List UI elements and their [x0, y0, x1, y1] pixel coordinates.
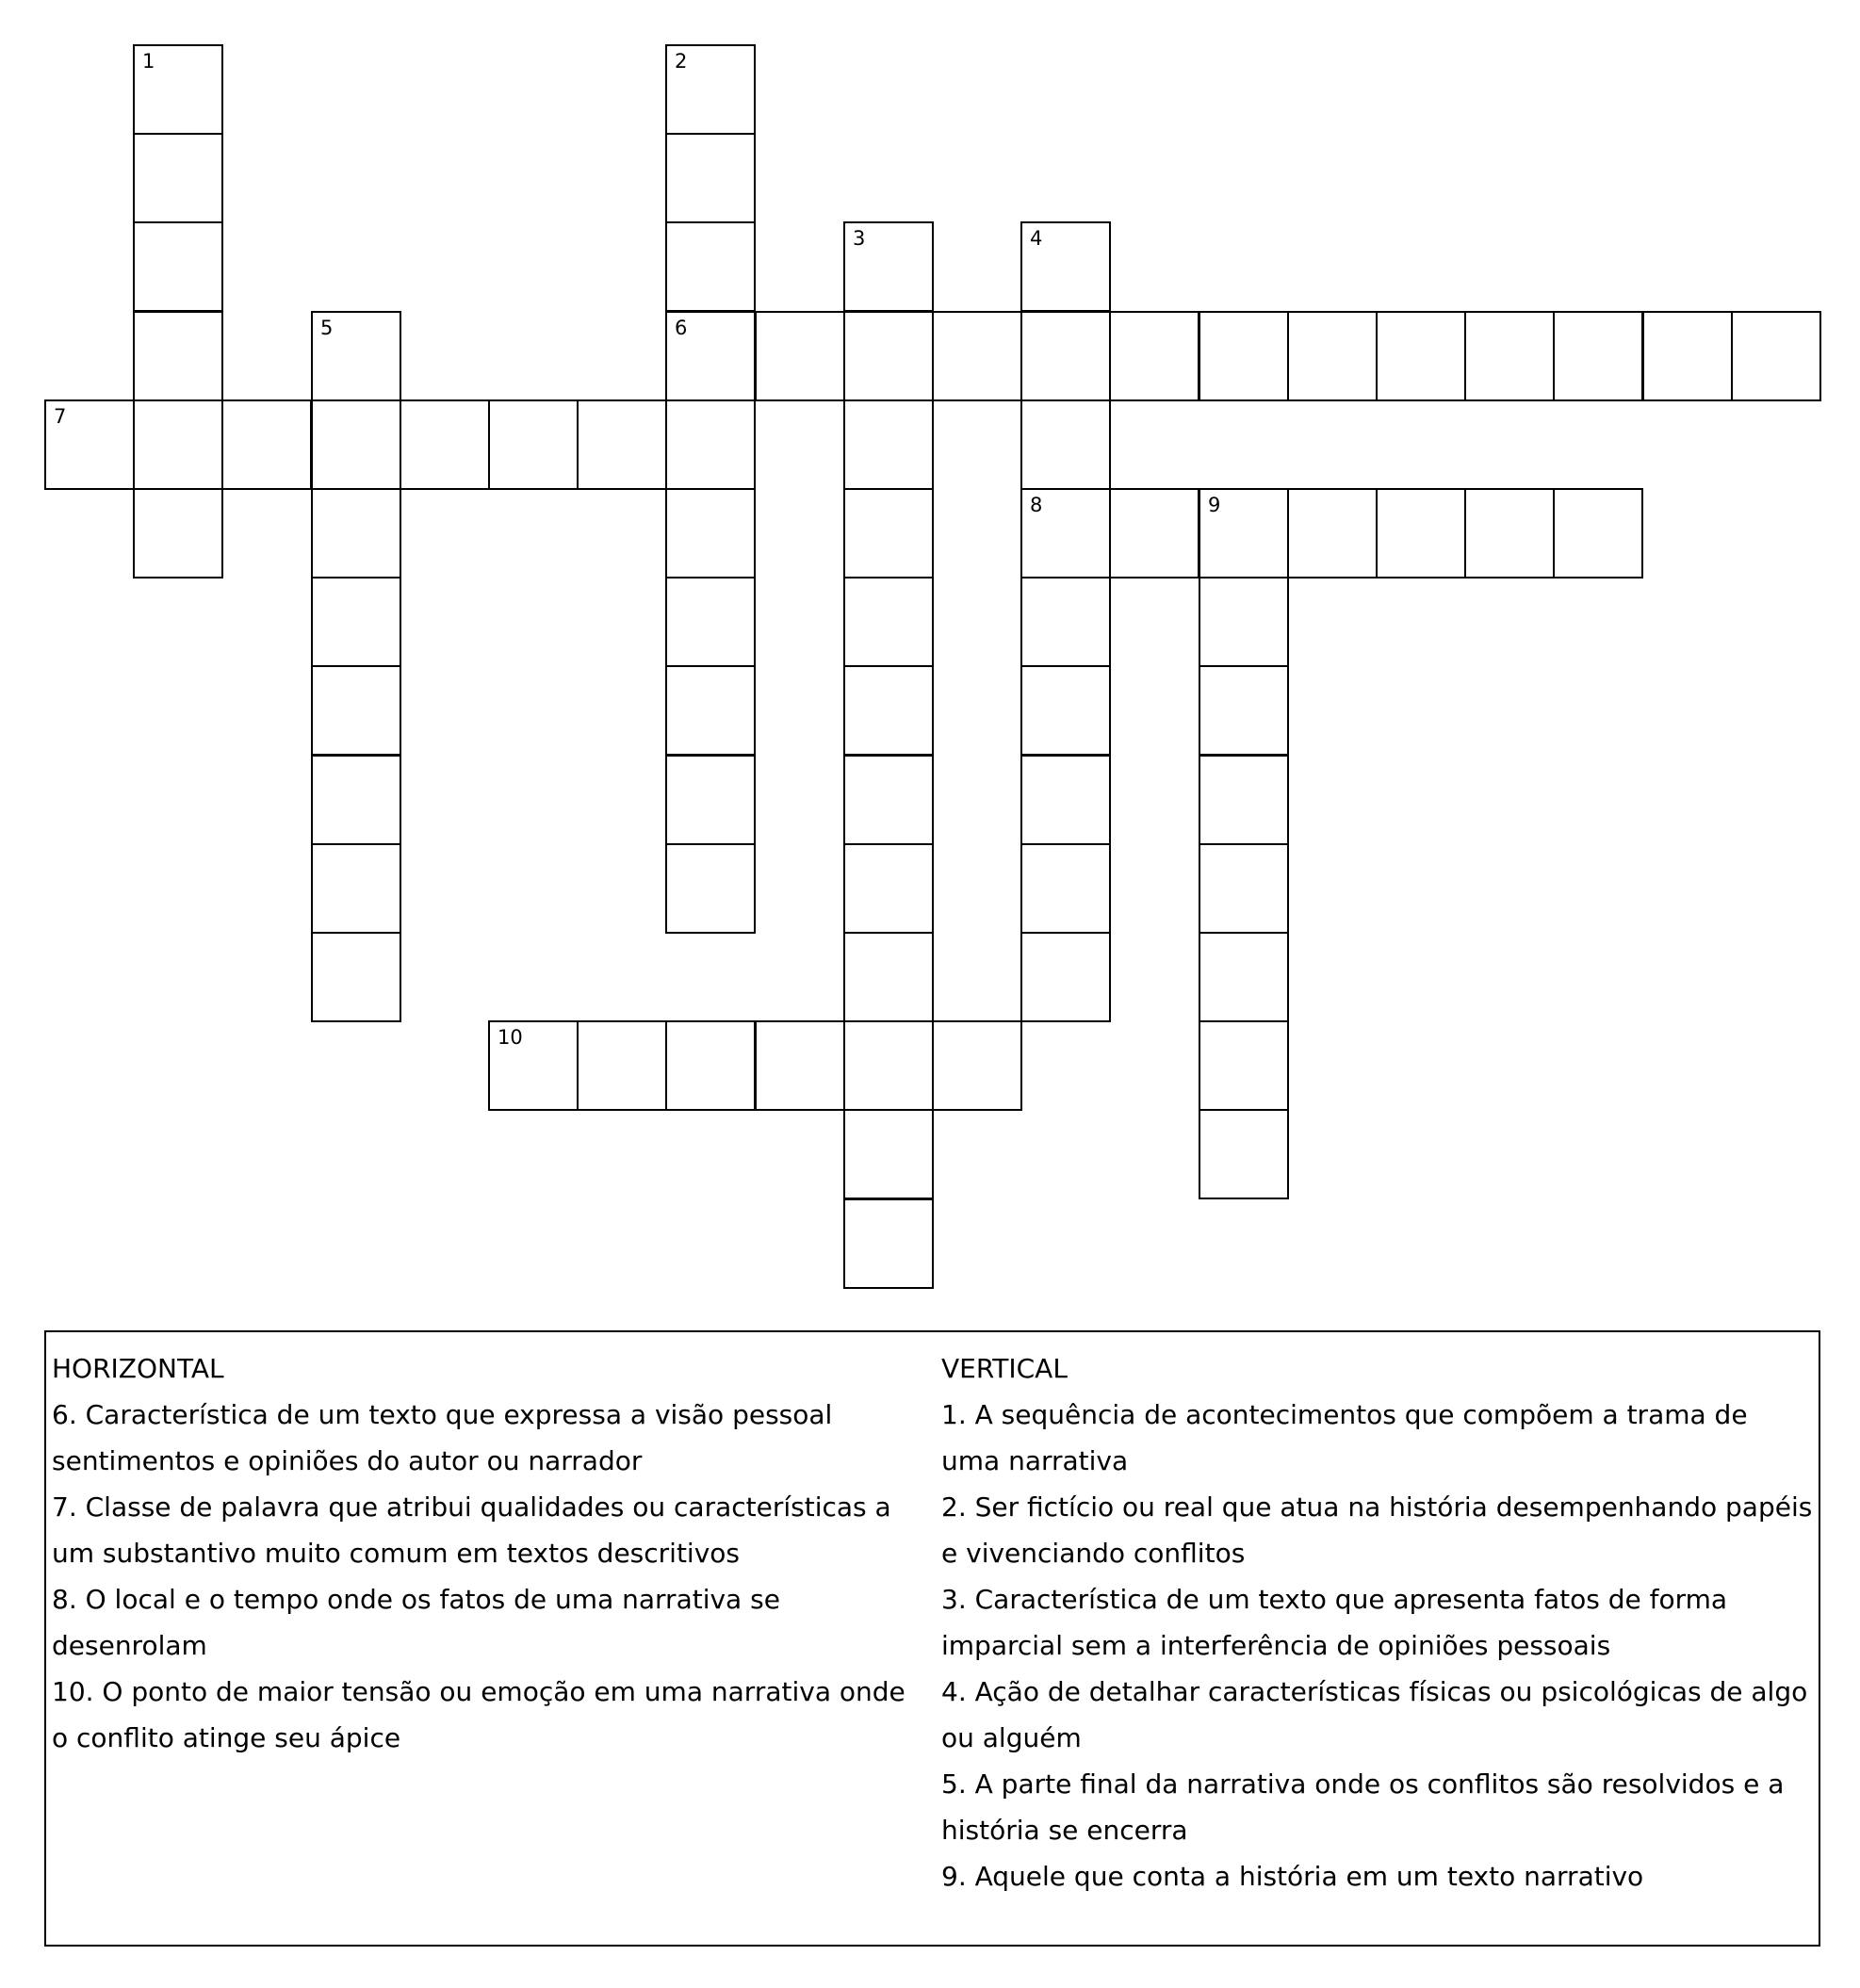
- crossword-cell[interactable]: [577, 399, 667, 490]
- crossword-cell[interactable]: [932, 1020, 1022, 1111]
- clue-number: 10: [498, 1026, 523, 1049]
- crossword-cell[interactable]: [755, 1020, 845, 1111]
- clue-number: 9: [1208, 494, 1221, 516]
- crossword-cell[interactable]: [1464, 311, 1555, 401]
- crossword-cell-2[interactable]: [665, 44, 756, 135]
- crossword-cell[interactable]: [1020, 399, 1111, 490]
- crossword-cell[interactable]: [1199, 311, 1289, 401]
- crossword-cell-1[interactable]: [133, 44, 223, 135]
- crossword-cell[interactable]: [1287, 311, 1378, 401]
- crossword-cell[interactable]: [665, 399, 756, 490]
- crossword-cell[interactable]: [311, 665, 401, 756]
- crossword-cell[interactable]: [1376, 311, 1466, 401]
- crossword-cell[interactable]: [133, 488, 223, 578]
- clue-horizontal-7: 7. Classe de palavra que atribui qualidades ou características a um substantivo muito comum em textos descritivos: [52, 1491, 891, 1569]
- crossword-cell[interactable]: [311, 577, 401, 667]
- clue-number: 7: [54, 405, 67, 428]
- crossword-cell[interactable]: [665, 488, 756, 578]
- crossword-cell[interactable]: [1287, 488, 1378, 578]
- clue-vertical-5: 5. A parte final da narrativa onde os conflitos são resolvidos e a história se encerra: [941, 1768, 1785, 1846]
- clue-horizontal-8: 8. O local e o tempo onde os fatos de uma narrativa se desenrolam: [52, 1584, 780, 1661]
- crossword-cell[interactable]: [665, 577, 756, 667]
- crossword-cell-4[interactable]: [1020, 221, 1111, 312]
- crossword-cell[interactable]: [843, 1198, 934, 1289]
- crossword-cell[interactable]: [1109, 488, 1199, 578]
- crossword-cell[interactable]: [1642, 311, 1733, 401]
- clue-number: 4: [1030, 227, 1043, 250]
- crossword-cell[interactable]: [843, 1109, 934, 1199]
- crossword-cell[interactable]: [133, 221, 223, 312]
- crossword-cell[interactable]: [1731, 311, 1821, 401]
- crossword-cell[interactable]: [1020, 755, 1111, 845]
- crossword-cell[interactable]: [843, 665, 934, 756]
- crossword-cell[interactable]: [1376, 488, 1466, 578]
- crossword-cell[interactable]: [755, 311, 845, 401]
- crossword-cell[interactable]: [665, 665, 756, 756]
- crossword-cell[interactable]: [665, 133, 756, 223]
- crossword-cell-7[interactable]: [44, 399, 135, 490]
- crossword-cell[interactable]: [1199, 577, 1289, 667]
- crossword-cell-8[interactable]: [1020, 488, 1111, 578]
- clue-vertical-4: 4. Ação de detalhar características físicas ou psicológicas de algo ou alguém: [941, 1676, 1808, 1753]
- clues-vertical: [941, 1345, 1814, 1899]
- crossword-cell[interactable]: [400, 399, 490, 490]
- crossword-cell[interactable]: [1199, 665, 1289, 756]
- clues-horizontal: [52, 1345, 928, 1761]
- crossword-cell[interactable]: [1464, 488, 1555, 578]
- crossword-cell[interactable]: [665, 1020, 756, 1111]
- crossword-cell[interactable]: [1199, 932, 1289, 1022]
- crossword-cell[interactable]: [1199, 755, 1289, 845]
- crossword-cell[interactable]: [843, 932, 934, 1022]
- crossword-cell[interactable]: [488, 399, 579, 490]
- crossword-cell[interactable]: [1020, 577, 1111, 667]
- crossword-cell[interactable]: [843, 399, 934, 490]
- crossword-cell[interactable]: [843, 577, 934, 667]
- crossword-cell[interactable]: [133, 133, 223, 223]
- clue-horizontal-6: 6. Característica de um texto que expressa a visão pessoal sentimentos e opiniões do autor ou narrador: [52, 1399, 833, 1476]
- clue-number: 2: [675, 50, 688, 73]
- crossword-cell[interactable]: [577, 1020, 667, 1111]
- crossword-cell[interactable]: [843, 488, 934, 578]
- crossword-cell[interactable]: [221, 399, 312, 490]
- clues-horizontal-heading: HORIZONTAL: [52, 1353, 224, 1384]
- crossword-cell[interactable]: [1199, 1109, 1289, 1199]
- crossword-cell[interactable]: [1020, 311, 1111, 401]
- crossword-cell-9[interactable]: [1199, 488, 1289, 578]
- crossword-cell[interactable]: [1020, 843, 1111, 934]
- clue-number: 8: [1030, 494, 1043, 516]
- crossword-cell[interactable]: [311, 488, 401, 578]
- crossword-cell[interactable]: [665, 843, 756, 934]
- crossword-cell[interactable]: [843, 1020, 934, 1111]
- clues-vertical-heading: VERTICAL: [941, 1353, 1068, 1384]
- crossword-cell[interactable]: [1553, 488, 1643, 578]
- crossword-cell[interactable]: [843, 755, 934, 845]
- clue-vertical-2: 2. Ser fictício ou real que atua na história desempenhando papéis e vivenciando conflitos: [941, 1491, 1813, 1569]
- clue-vertical-9: 9. Aquele que conta a história em um texto narrativo: [941, 1861, 1644, 1892]
- crossword-cell[interactable]: [311, 932, 401, 1022]
- crossword-cell[interactable]: [1199, 1020, 1289, 1111]
- crossword-cell-6[interactable]: [665, 311, 756, 401]
- clue-number: 1: [142, 50, 155, 73]
- clue-horizontal-10: 10. O ponto de maior tensão ou emoção em uma narrativa onde o conflito atinge seu ápice: [52, 1676, 906, 1753]
- clue-number: 5: [320, 317, 334, 339]
- crossword-cell[interactable]: [1020, 665, 1111, 756]
- crossword-cell[interactable]: [1199, 843, 1289, 934]
- clue-number: 6: [675, 317, 688, 339]
- crossword-cell[interactable]: [311, 755, 401, 845]
- crossword-cell-3[interactable]: [843, 221, 934, 312]
- clues-panel: [44, 1330, 1820, 1947]
- crossword-cell[interactable]: [133, 399, 223, 490]
- clue-vertical-3: 3. Característica de um texto que apresenta fatos de forma imparcial sem a interferência de opiniões pessoais: [941, 1584, 1728, 1661]
- crossword-cell[interactable]: [1109, 311, 1199, 401]
- crossword-cell[interactable]: [311, 843, 401, 934]
- crossword-cell-5[interactable]: [311, 311, 401, 401]
- crossword-cell[interactable]: [133, 311, 223, 401]
- crossword-cell[interactable]: [665, 221, 756, 312]
- crossword-cell[interactable]: [1020, 932, 1111, 1022]
- clue-number: 3: [853, 227, 866, 250]
- crossword-cell[interactable]: [665, 755, 756, 845]
- crossword-cell[interactable]: [932, 311, 1022, 401]
- crossword-cell[interactable]: [843, 843, 934, 934]
- crossword-cell-10[interactable]: [488, 1020, 579, 1111]
- crossword-cell[interactable]: [311, 399, 401, 490]
- crossword-cell[interactable]: [843, 311, 934, 401]
- crossword-cell[interactable]: [1553, 311, 1643, 401]
- clue-vertical-1: 1. A sequência de acontecimentos que compõem a trama de uma narrativa: [941, 1399, 1748, 1476]
